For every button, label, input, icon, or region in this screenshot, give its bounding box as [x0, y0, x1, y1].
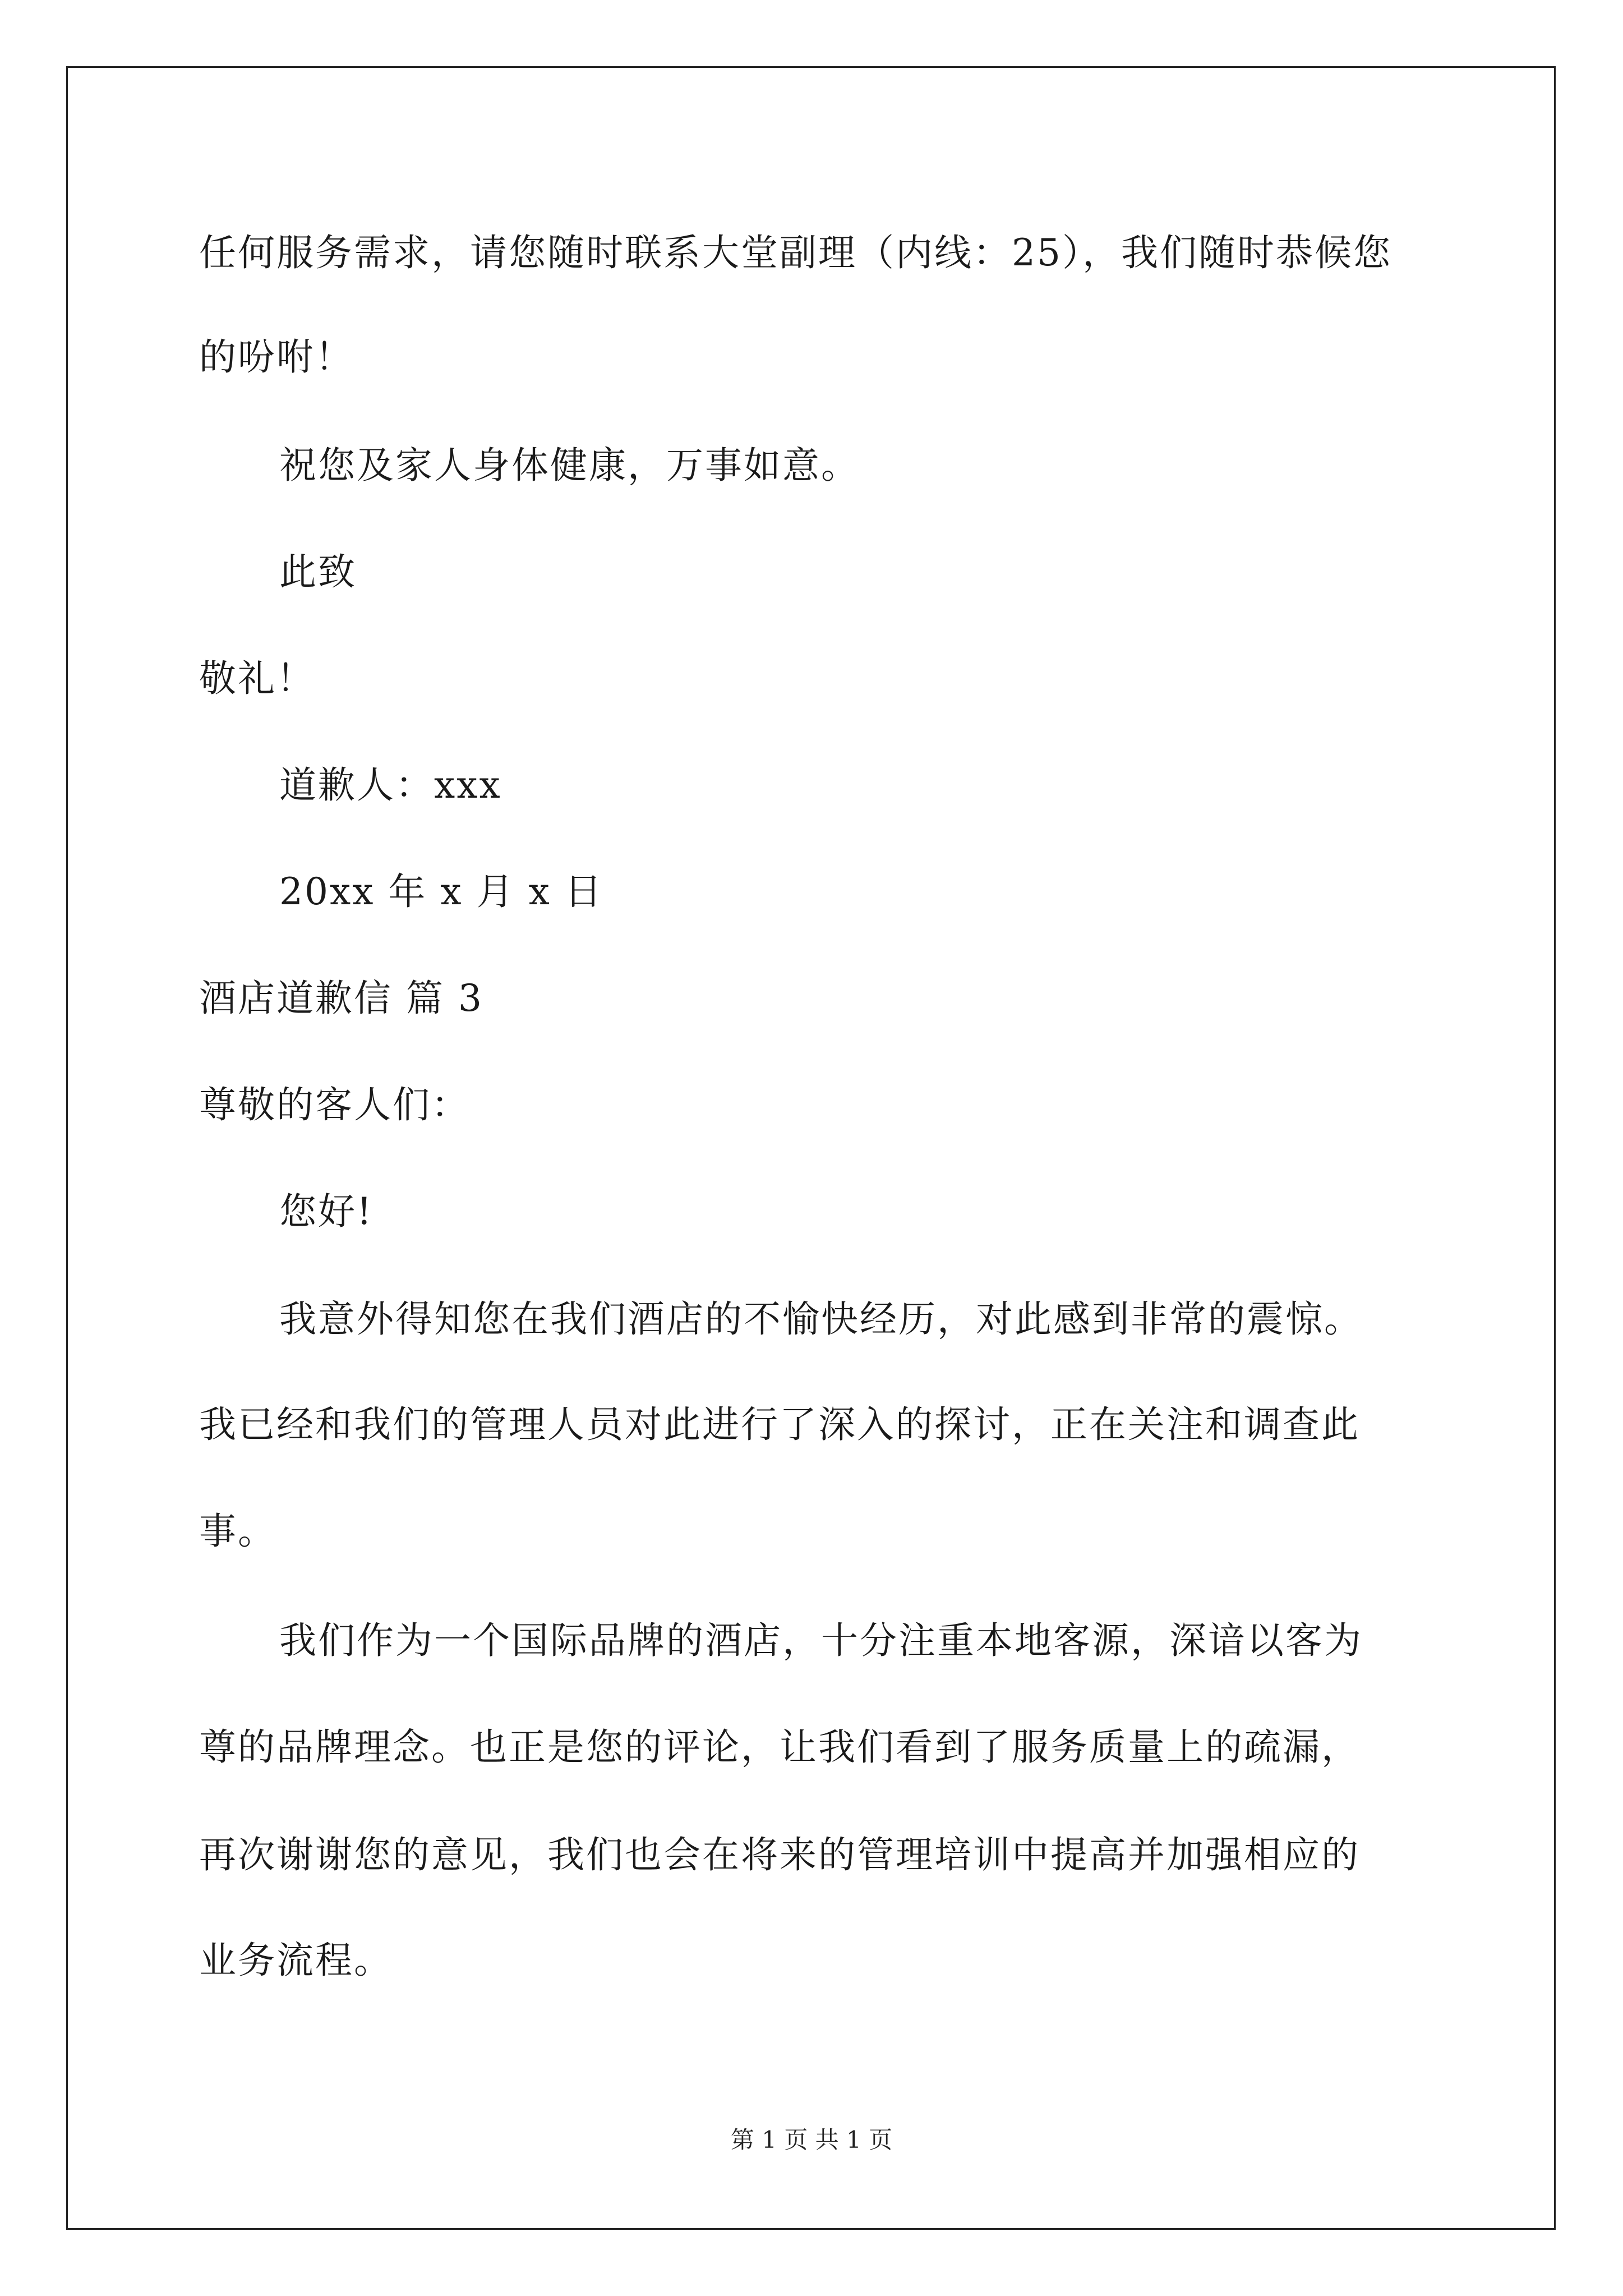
text-line: 我已经和我们的管理人员对此进行了深入的探讨，正在关注和调查此: [199, 1403, 1360, 1446]
text-line: 再次谢谢您的意见，我们也会在将来的管理培训中提高并加强相应的: [199, 1833, 1360, 1876]
text-line: 敬礼！: [199, 657, 315, 700]
page-border: [66, 66, 1556, 2230]
text-line: 任何服务需求，请您随时联系大堂副理（内线：25），我们随时恭候您: [199, 231, 1392, 274]
greeting: 您好!: [279, 1190, 374, 1233]
text-line: 事。: [199, 1510, 276, 1553]
signature-line: 道歉人：xxx: [279, 763, 502, 807]
salutation: 尊敬的客人们：: [199, 1083, 470, 1126]
text-line: 业务流程。: [199, 1939, 393, 1982]
text-line: 我们作为一个国际品牌的酒店，十分注重本地客源，深谙以客为: [279, 1619, 1363, 1662]
text-line: 的吩咐！: [199, 335, 354, 379]
section-heading: 酒店道歉信 篇 3: [199, 977, 483, 1020]
text-line: 我意外得知您在我们酒店的不愉快经历，对此感到非常的震惊。: [279, 1297, 1363, 1341]
text-line: 尊的品牌理念。也正是您的评论，让我们看到了服务质量上的疏漏，: [199, 1726, 1360, 1769]
text-line: 此致: [279, 550, 357, 593]
text-line: 祝您及家人身体健康，万事如意。: [279, 444, 860, 487]
date-line: 20xx 年 x 月 x 日: [279, 870, 603, 913]
page-footer: 第 1 页 共 1 页: [730, 2126, 893, 2154]
